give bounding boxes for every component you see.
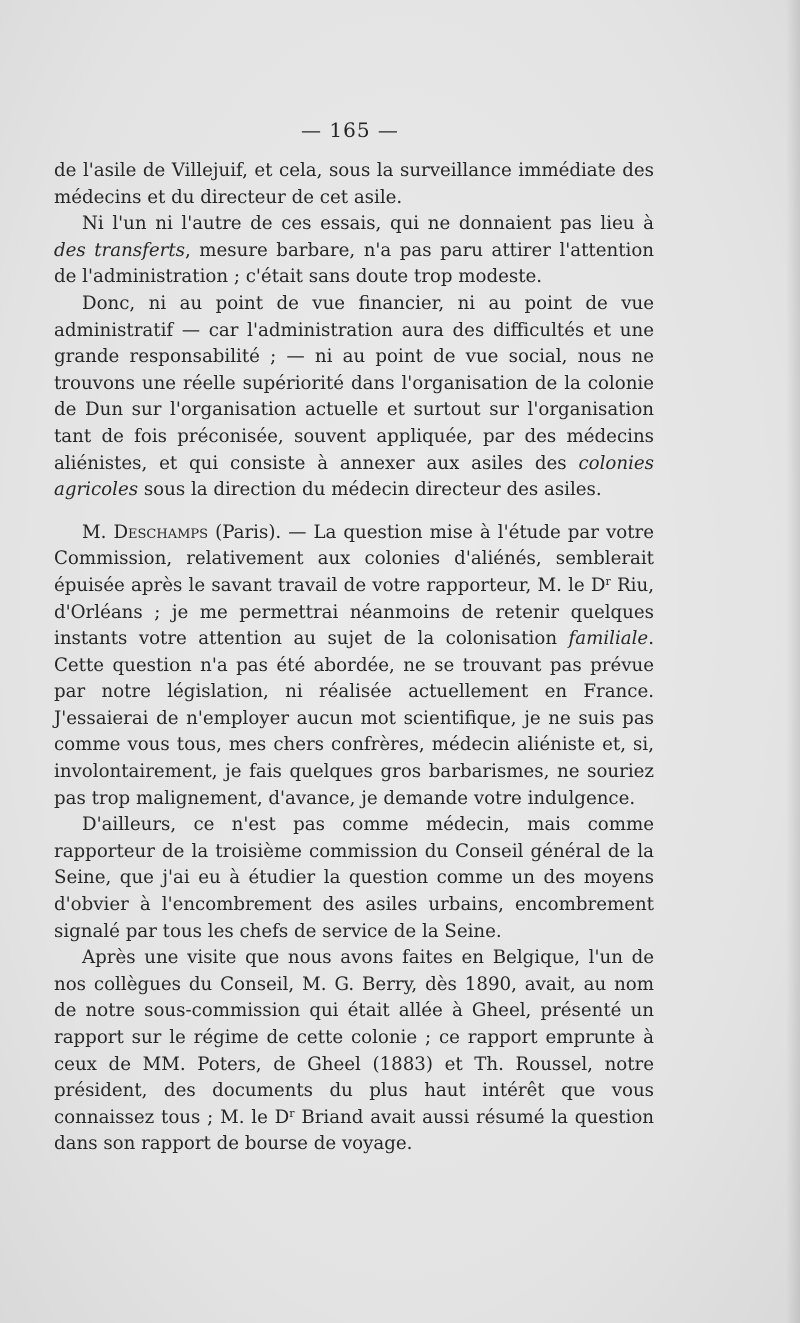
italic-text: familiale bbox=[568, 628, 649, 650]
text-run: Ni l'un ni l'autre de ces essais, qui ne donnaient pas lieu à bbox=[82, 213, 654, 235]
text-run: sous la direction du médecin directeur des asiles. bbox=[138, 479, 602, 501]
superscript: r bbox=[289, 1106, 295, 1120]
paragraph bbox=[54, 945, 654, 1158]
paragraph bbox=[54, 291, 654, 504]
text-run: M. bbox=[82, 521, 114, 543]
paragraph bbox=[54, 158, 654, 211]
paragraph bbox=[54, 812, 654, 945]
text-run: Donc, ni au point de vue financier, ni au point de vue administratif — car l'administration aura des difficultés et une grande responsabilité ; — ni au point de vue social, nous ne trouvons une réelle supériorité dans l'organisation de la colonie de Dun sur l'organisation actuelle et surtout sur l'organisation tant de fois préconisée, souvent appliquée, par des médecins aliénistes, et qui consiste à annexer aux asiles des bbox=[54, 292, 654, 474]
paragraph bbox=[54, 211, 654, 291]
speaker-name: Deschamps bbox=[113, 521, 209, 543]
text-run: (Paris). — La question mise à l'étude par votre Commission, relativement aux colonies d'aliénés, semblerait épuisée après le savant travail de votre rapporteur, M. le D bbox=[54, 521, 654, 596]
text-run: Riu, d'Orléans ; je me permettrai néanmoins de retenir quelques instants votre attention au sujet de la colonisation bbox=[54, 574, 654, 650]
superscript: r bbox=[605, 574, 611, 588]
text-run: Briand avait aussi résumé la question dans son rapport de bourse de voyage. bbox=[54, 1106, 654, 1155]
page-edge-shadow bbox=[786, 0, 800, 1323]
paragraph bbox=[54, 520, 654, 813]
text-run: D'ailleurs, ce n'est pas comme médecin, mais comme rapporteur de la troisième commission du Conseil général de la Seine, que j'ai eu à étudier la question comme un des moyens d'obvier à l'encombrement des asiles urbains, encombrement signalé par tous les chefs de service de la Seine. bbox=[54, 814, 654, 942]
italic-text: colonies agricoles bbox=[54, 452, 654, 501]
text-run: , mesure barbare, n'a pas paru attirer l'attention de l'administration ; c'était sans doute trop modeste. bbox=[54, 239, 654, 288]
text-run: Après une visite que nous avons faites en Belgique, l'un de nos collègues du Conseil, M. G. Berry, dès 1890, avait, au nom de notre sous-commission qui était allée à Gheel, présenté un rapport sur le régime de cette colonie ; ce rapport emprunte à ceux de MM. Poters, de Gheel (1883) et Th. Roussel, notre président, des documents du plus haut intérêt que vous connaissez tous ; M. le D bbox=[54, 947, 654, 1128]
text-run: . Cette question n'a pas été abordée, ne se trouvant pas prévue par notre législation, ni réalisée actuellement en France. J'essaierai de n'employer aucun mot scientifique, je ne suis pas comme vous tous, mes chers confrères, médecin aliéniste et, si, involontairement, je fais quelques gros barbarismes, ne souriez pas trop malignement, d'avance, je demande votre indulgence. bbox=[54, 628, 654, 809]
body-text bbox=[54, 158, 654, 1158]
page-number: — 165 — bbox=[301, 118, 399, 142]
italic-text: des transferts bbox=[54, 239, 185, 261]
text-run: de l'asile de Villejuif, et cela, sous la surveillance immédiate des médecins et du directeur de cet asile. bbox=[54, 160, 654, 208]
